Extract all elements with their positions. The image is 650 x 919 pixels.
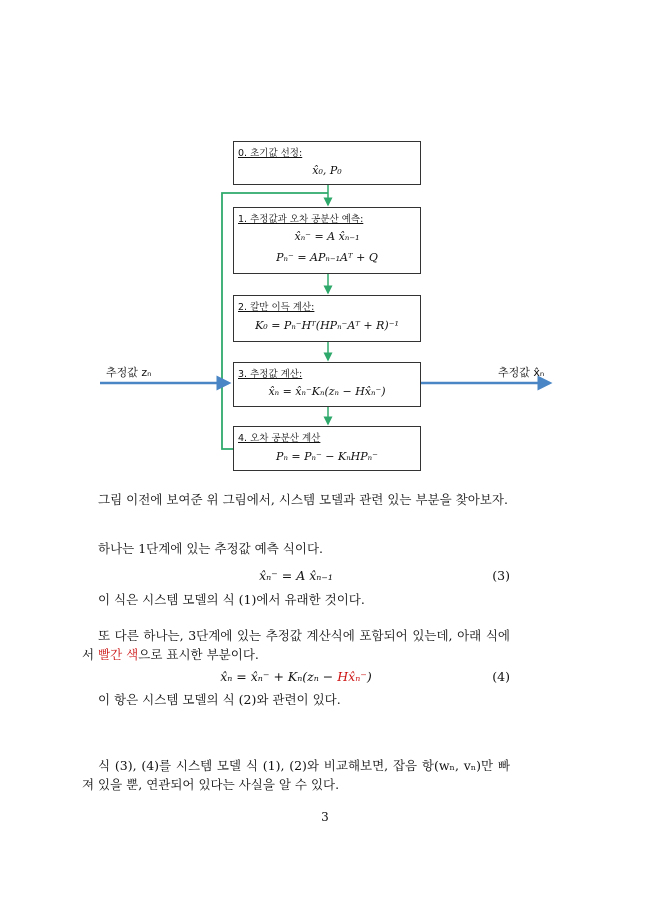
equation-3-formula: x̂ₙ⁻ = A x̂ₙ₋₁: [259, 568, 333, 583]
equation-3: [82, 568, 510, 588]
equation-4-number: (4): [492, 669, 510, 684]
step3-box: [233, 362, 421, 407]
step2-title: 2. 칼만 이득 계산:: [238, 302, 315, 313]
step1-equation-1: x̂ₙ⁻ = A x̂ₙ₋₁: [294, 230, 360, 243]
equation-4: [82, 669, 510, 689]
page-number: 3: [321, 810, 329, 824]
paragraph-red-part-before: 또 다른 하나는, 3단계에 있는 추정값 계산식에 포함되어 있는데, 아래 식에서: [82, 628, 510, 662]
paragraph-intro: 그림 이전에 보여준 위 그림에서, 시스템 모델과 관련 있는 부분을 찾아보자.: [98, 492, 508, 507]
paragraph-conclusion: 식 (3), (4)를 시스템 모델 식 (1), (2)와 비교해보면, 잡음 항(wₙ, vₙ)만 빠져 있을 뿐, 연관되어 있다는 사실을 알 수 있다.: [82, 758, 510, 792]
equation-4-end: ): [366, 669, 372, 684]
red-color-text: 빨간 색: [98, 647, 139, 662]
step2-equation: K₀ = Pₙ⁻Hᵀ(HPₙ⁻Aᵀ + R)⁻¹: [255, 319, 399, 332]
equation-4-formula: [82, 669, 510, 684]
step3-title: 3. 추정값 계산:: [238, 369, 303, 380]
paragraph-term: 이 항은 시스템 모델의 식 (2)와 관련이 있다.: [98, 692, 341, 707]
equation-4-main: x̂ₙ = x̂ₙ⁻ + Kₙ(zₙ −: [220, 669, 338, 684]
step3-equation: x̂ₙ = x̂ₙ⁻Kₙ(zₙ − Hx̂ₙ⁻): [268, 385, 386, 398]
output-label: 추정값 x̂ₙ: [498, 366, 545, 379]
step1-equation-2: Pₙ⁻ = APₙ₋₁Aᵀ + Q: [276, 251, 378, 264]
paragraph-origin: 이 식은 시스템 모델의 식 (1)에서 유래한 것이다.: [98, 592, 365, 607]
equation-4-red-term: Hx̂ₙ⁻: [337, 669, 367, 684]
step4-box: [233, 426, 421, 471]
step4-equation: Pₙ = Pₙ⁻ − KₙHPₙ⁻: [276, 450, 378, 463]
step4-title: 4. 오차 공분산 계산: [238, 433, 321, 444]
step0-box: [233, 141, 421, 185]
paragraph-prediction: 하나는 1단계에 있는 추정값 예측 식이다.: [98, 541, 323, 556]
equation-3-number: (3): [492, 568, 510, 583]
step0-equation: x̂₀, P₀: [312, 164, 342, 177]
paragraph-red-part: [82, 626, 510, 664]
step1-title: 1. 추정값과 오차 공분산 예측:: [238, 214, 364, 225]
step2-box: [233, 295, 421, 342]
input-label: 추정값 zₙ: [106, 366, 152, 379]
step0-title: 0. 초기값 선정:: [238, 148, 303, 159]
paragraph-red-part-after: 으로 표시한 부분이다.: [138, 647, 259, 662]
step1-box: [233, 207, 421, 274]
